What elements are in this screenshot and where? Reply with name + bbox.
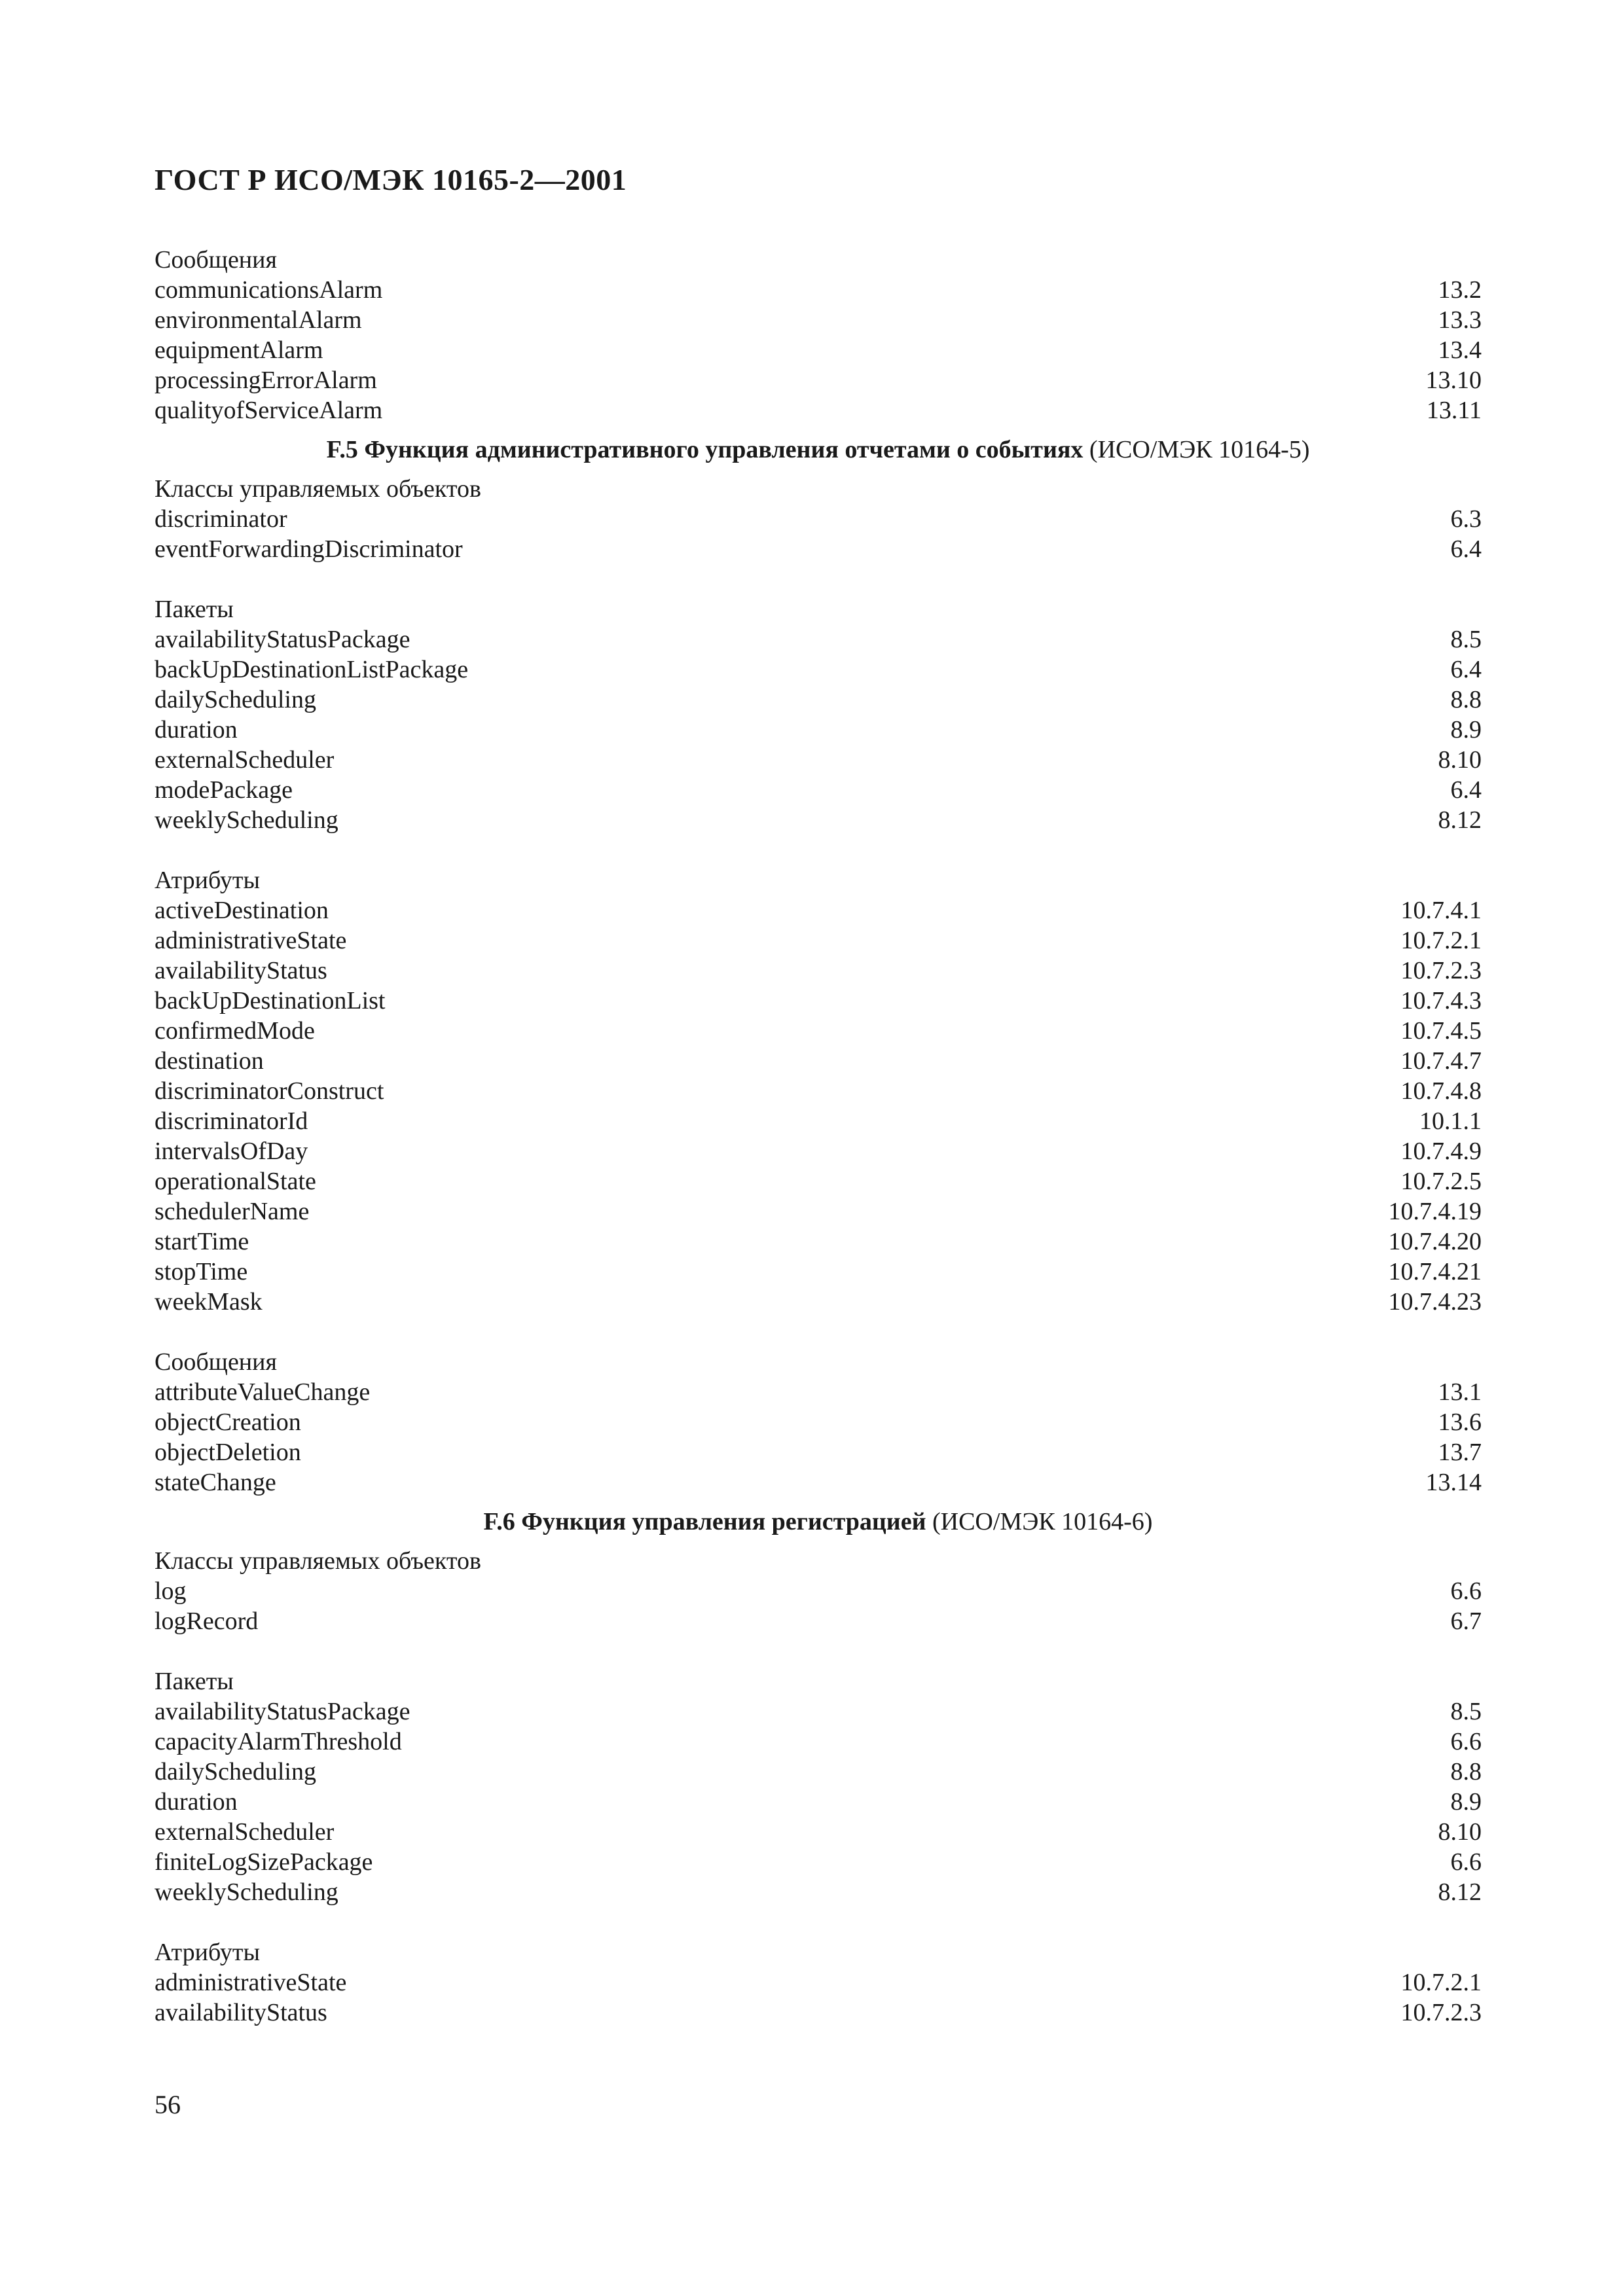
entry-reference: 8.12	[1438, 806, 1482, 834]
entry-reference: 6.6	[1450, 1728, 1482, 1755]
entry-reference: 13.1	[1438, 1378, 1482, 1406]
group-label: Сообщения	[155, 246, 277, 274]
group-label: Пакеты	[155, 596, 234, 623]
index-entry	[155, 504, 1482, 534]
entry-name: logRecord	[155, 1607, 259, 1635]
entry-reference: 8.12	[1438, 1878, 1482, 1906]
document-body	[155, 245, 1482, 2028]
entry-name: discriminatorConstruct	[155, 1077, 384, 1105]
entry-name: dailyScheduling	[155, 1758, 316, 1785]
entry-name: log	[155, 1577, 187, 1605]
entry-name: schedulerName	[155, 1198, 310, 1225]
index-entry	[155, 805, 1482, 835]
index-group	[155, 1546, 1482, 1636]
entry-name: dailyScheduling	[155, 686, 316, 713]
index-entry	[155, 956, 1482, 986]
index-entry	[155, 715, 1482, 745]
entry-name: duration	[155, 1788, 238, 1816]
index-entry	[155, 1757, 1482, 1787]
entry-reference: 10.7.4.19	[1388, 1198, 1482, 1225]
entry-name: discriminatorId	[155, 1107, 308, 1135]
entry-name: stateChange	[155, 1469, 276, 1496]
index-entry	[155, 1377, 1482, 1407]
index-entry	[155, 1046, 1482, 1076]
entry-reference: 10.7.2.3	[1400, 1999, 1482, 2026]
entry-reference: 10.7.4.8	[1400, 1077, 1482, 1105]
entry-name: backUpDestinationListPackage	[155, 656, 469, 683]
entry-name: administrativeState	[155, 927, 347, 954]
entry-name: modePackage	[155, 776, 293, 804]
entry-name: duration	[155, 716, 238, 744]
index-group	[155, 1666, 1482, 1907]
entry-reference: 8.8	[1450, 686, 1482, 713]
index-entry	[155, 305, 1482, 335]
group-label: Классы управляемых объектов	[155, 475, 481, 503]
entry-reference: 10.7.4.5	[1400, 1017, 1482, 1045]
entry-reference: 8.5	[1450, 1698, 1482, 1725]
group-label: Пакеты	[155, 1668, 234, 1695]
entry-reference: 6.6	[1450, 1577, 1482, 1605]
spacer	[155, 1907, 1482, 1937]
entry-reference: 6.3	[1450, 505, 1482, 533]
entry-name: destination	[155, 1047, 264, 1075]
entry-name: eventForwardingDiscriminator	[155, 535, 463, 563]
section-heading	[155, 1507, 1482, 1537]
index-entry	[155, 1576, 1482, 1606]
entry-reference: 8.8	[1450, 1758, 1482, 1785]
entry-reference: 10.7.2.1	[1400, 1969, 1482, 1996]
entry-name: startTime	[155, 1228, 249, 1255]
index-entry	[155, 1877, 1482, 1907]
index-entry	[155, 1136, 1482, 1166]
index-entry	[155, 685, 1482, 715]
entry-reference: 10.7.4.21	[1388, 1258, 1482, 1285]
page-number: 56	[155, 2090, 181, 2119]
entry-reference: 10.7.4.7	[1400, 1047, 1482, 1075]
entry-name: availabilityStatus	[155, 957, 327, 984]
index-entry	[155, 1106, 1482, 1136]
entry-reference: 10.7.4.20	[1388, 1228, 1482, 1255]
index-entry	[155, 1287, 1482, 1317]
index-entry	[155, 1787, 1482, 1817]
index-entry	[155, 1727, 1482, 1757]
entry-name: communicationsAlarm	[155, 276, 383, 304]
entry-name: capacityAlarmThreshold	[155, 1728, 402, 1755]
entry-reference: 10.7.2.1	[1400, 927, 1482, 954]
group-label: Классы управляемых объектов	[155, 1547, 481, 1575]
entry-reference: 13.6	[1438, 1408, 1482, 1436]
index-entry	[155, 1696, 1482, 1727]
index-entry	[155, 1606, 1482, 1636]
entry-reference: 6.4	[1450, 776, 1482, 804]
entry-name: weeklyScheduling	[155, 1878, 338, 1906]
spacer	[155, 564, 1482, 594]
entry-name: availabilityStatusPackage	[155, 626, 410, 653]
section-heading-title: F.6 Функция управления регистрацией	[483, 1508, 926, 1535]
spacer	[155, 1317, 1482, 1347]
index-entry	[155, 335, 1482, 365]
entry-name: activeDestination	[155, 897, 329, 924]
section-heading-standard-ref: (ИСО/МЭК 10164-6)	[926, 1508, 1153, 1535]
entry-reference: 10.7.4.9	[1400, 1138, 1482, 1165]
index-entry	[155, 1166, 1482, 1196]
entry-name: operationalState	[155, 1168, 316, 1195]
index-entry	[155, 986, 1482, 1016]
entry-reference: 13.3	[1438, 306, 1482, 334]
index-group	[155, 1937, 1482, 2028]
entry-reference: 6.4	[1450, 535, 1482, 563]
entry-reference: 13.10	[1425, 367, 1482, 394]
index-group	[155, 474, 1482, 564]
index-entry	[155, 1227, 1482, 1257]
entry-reference: 13.4	[1438, 336, 1482, 364]
entry-name: equipmentAlarm	[155, 336, 323, 364]
entry-reference: 10.7.4.23	[1388, 1288, 1482, 1316]
index-entry	[155, 1847, 1482, 1877]
index-entry	[155, 365, 1482, 395]
index-entry	[155, 534, 1482, 564]
entry-name: administrativeState	[155, 1969, 347, 1996]
entry-name: processingErrorAlarm	[155, 367, 377, 394]
group-label: Атрибуты	[155, 867, 260, 894]
index-entry	[155, 655, 1482, 685]
entry-name: weeklyScheduling	[155, 806, 338, 834]
entry-name: attributeValueChange	[155, 1378, 371, 1406]
section-heading	[155, 435, 1482, 465]
index-entry	[155, 1196, 1482, 1227]
index-entry	[155, 745, 1482, 775]
document-header: ГОСТ Р ИСО/МЭК 10165-2—2001	[155, 163, 627, 196]
entry-name: environmentalAlarm	[155, 306, 362, 334]
entry-name: objectCreation	[155, 1408, 301, 1436]
entry-reference: 6.6	[1450, 1848, 1482, 1876]
entry-name: objectDeletion	[155, 1439, 301, 1466]
index-group	[155, 245, 1482, 425]
index-entry	[155, 624, 1482, 655]
section-heading-standard-ref: (ИСО/МЭК 10164-5)	[1083, 436, 1310, 463]
entry-reference: 10.7.4.3	[1400, 987, 1482, 1014]
index-entry	[155, 1257, 1482, 1287]
entry-name: availabilityStatus	[155, 1999, 327, 2026]
section-heading-title: F.5 Функция административного управления отчетами о событиях	[326, 436, 1084, 463]
entry-name: backUpDestinationList	[155, 987, 386, 1014]
index-entry	[155, 775, 1482, 805]
entry-name: stopTime	[155, 1258, 248, 1285]
entry-name: qualityofServiceAlarm	[155, 397, 383, 424]
entry-reference: 10.7.4.1	[1400, 897, 1482, 924]
entry-reference: 13.7	[1438, 1439, 1482, 1466]
entry-name: finiteLogSizePackage	[155, 1848, 373, 1876]
entry-name: discriminator	[155, 505, 287, 533]
index-entry	[155, 395, 1482, 425]
entry-reference: 10.7.2.5	[1400, 1168, 1482, 1195]
index-entry	[155, 1437, 1482, 1467]
entry-reference: 13.14	[1425, 1469, 1482, 1496]
entry-name: externalScheduler	[155, 1818, 335, 1846]
entry-reference: 6.7	[1450, 1607, 1482, 1635]
index-entry	[155, 1016, 1482, 1046]
entry-name: intervalsOfDay	[155, 1138, 308, 1165]
entry-reference: 10.7.2.3	[1400, 957, 1482, 984]
index-entry	[155, 1407, 1482, 1437]
entry-reference: 10.1.1	[1419, 1107, 1482, 1135]
index-group	[155, 1347, 1482, 1498]
spacer	[155, 835, 1482, 865]
index-entry	[155, 895, 1482, 925]
entry-name: weekMask	[155, 1288, 263, 1316]
entry-reference: 13.11	[1426, 397, 1482, 424]
entry-reference: 8.10	[1438, 746, 1482, 774]
index-entry	[155, 1967, 1482, 1998]
index-entry	[155, 1817, 1482, 1847]
group-label: Сообщения	[155, 1348, 277, 1376]
entry-reference: 8.10	[1438, 1818, 1482, 1846]
group-label: Атрибуты	[155, 1939, 260, 1966]
entry-reference: 13.2	[1438, 276, 1482, 304]
index-group	[155, 865, 1482, 1317]
entry-name: externalScheduler	[155, 746, 335, 774]
entry-reference: 8.5	[1450, 626, 1482, 653]
index-entry	[155, 275, 1482, 305]
entry-name: availabilityStatusPackage	[155, 1698, 410, 1725]
entry-reference: 8.9	[1450, 1788, 1482, 1816]
index-entry	[155, 1076, 1482, 1106]
index-entry	[155, 925, 1482, 956]
spacer	[155, 1636, 1482, 1666]
index-entry	[155, 1998, 1482, 2028]
entry-reference: 8.9	[1450, 716, 1482, 744]
entry-name: confirmedMode	[155, 1017, 315, 1045]
entry-reference: 6.4	[1450, 656, 1482, 683]
index-group	[155, 594, 1482, 835]
index-entry	[155, 1467, 1482, 1498]
